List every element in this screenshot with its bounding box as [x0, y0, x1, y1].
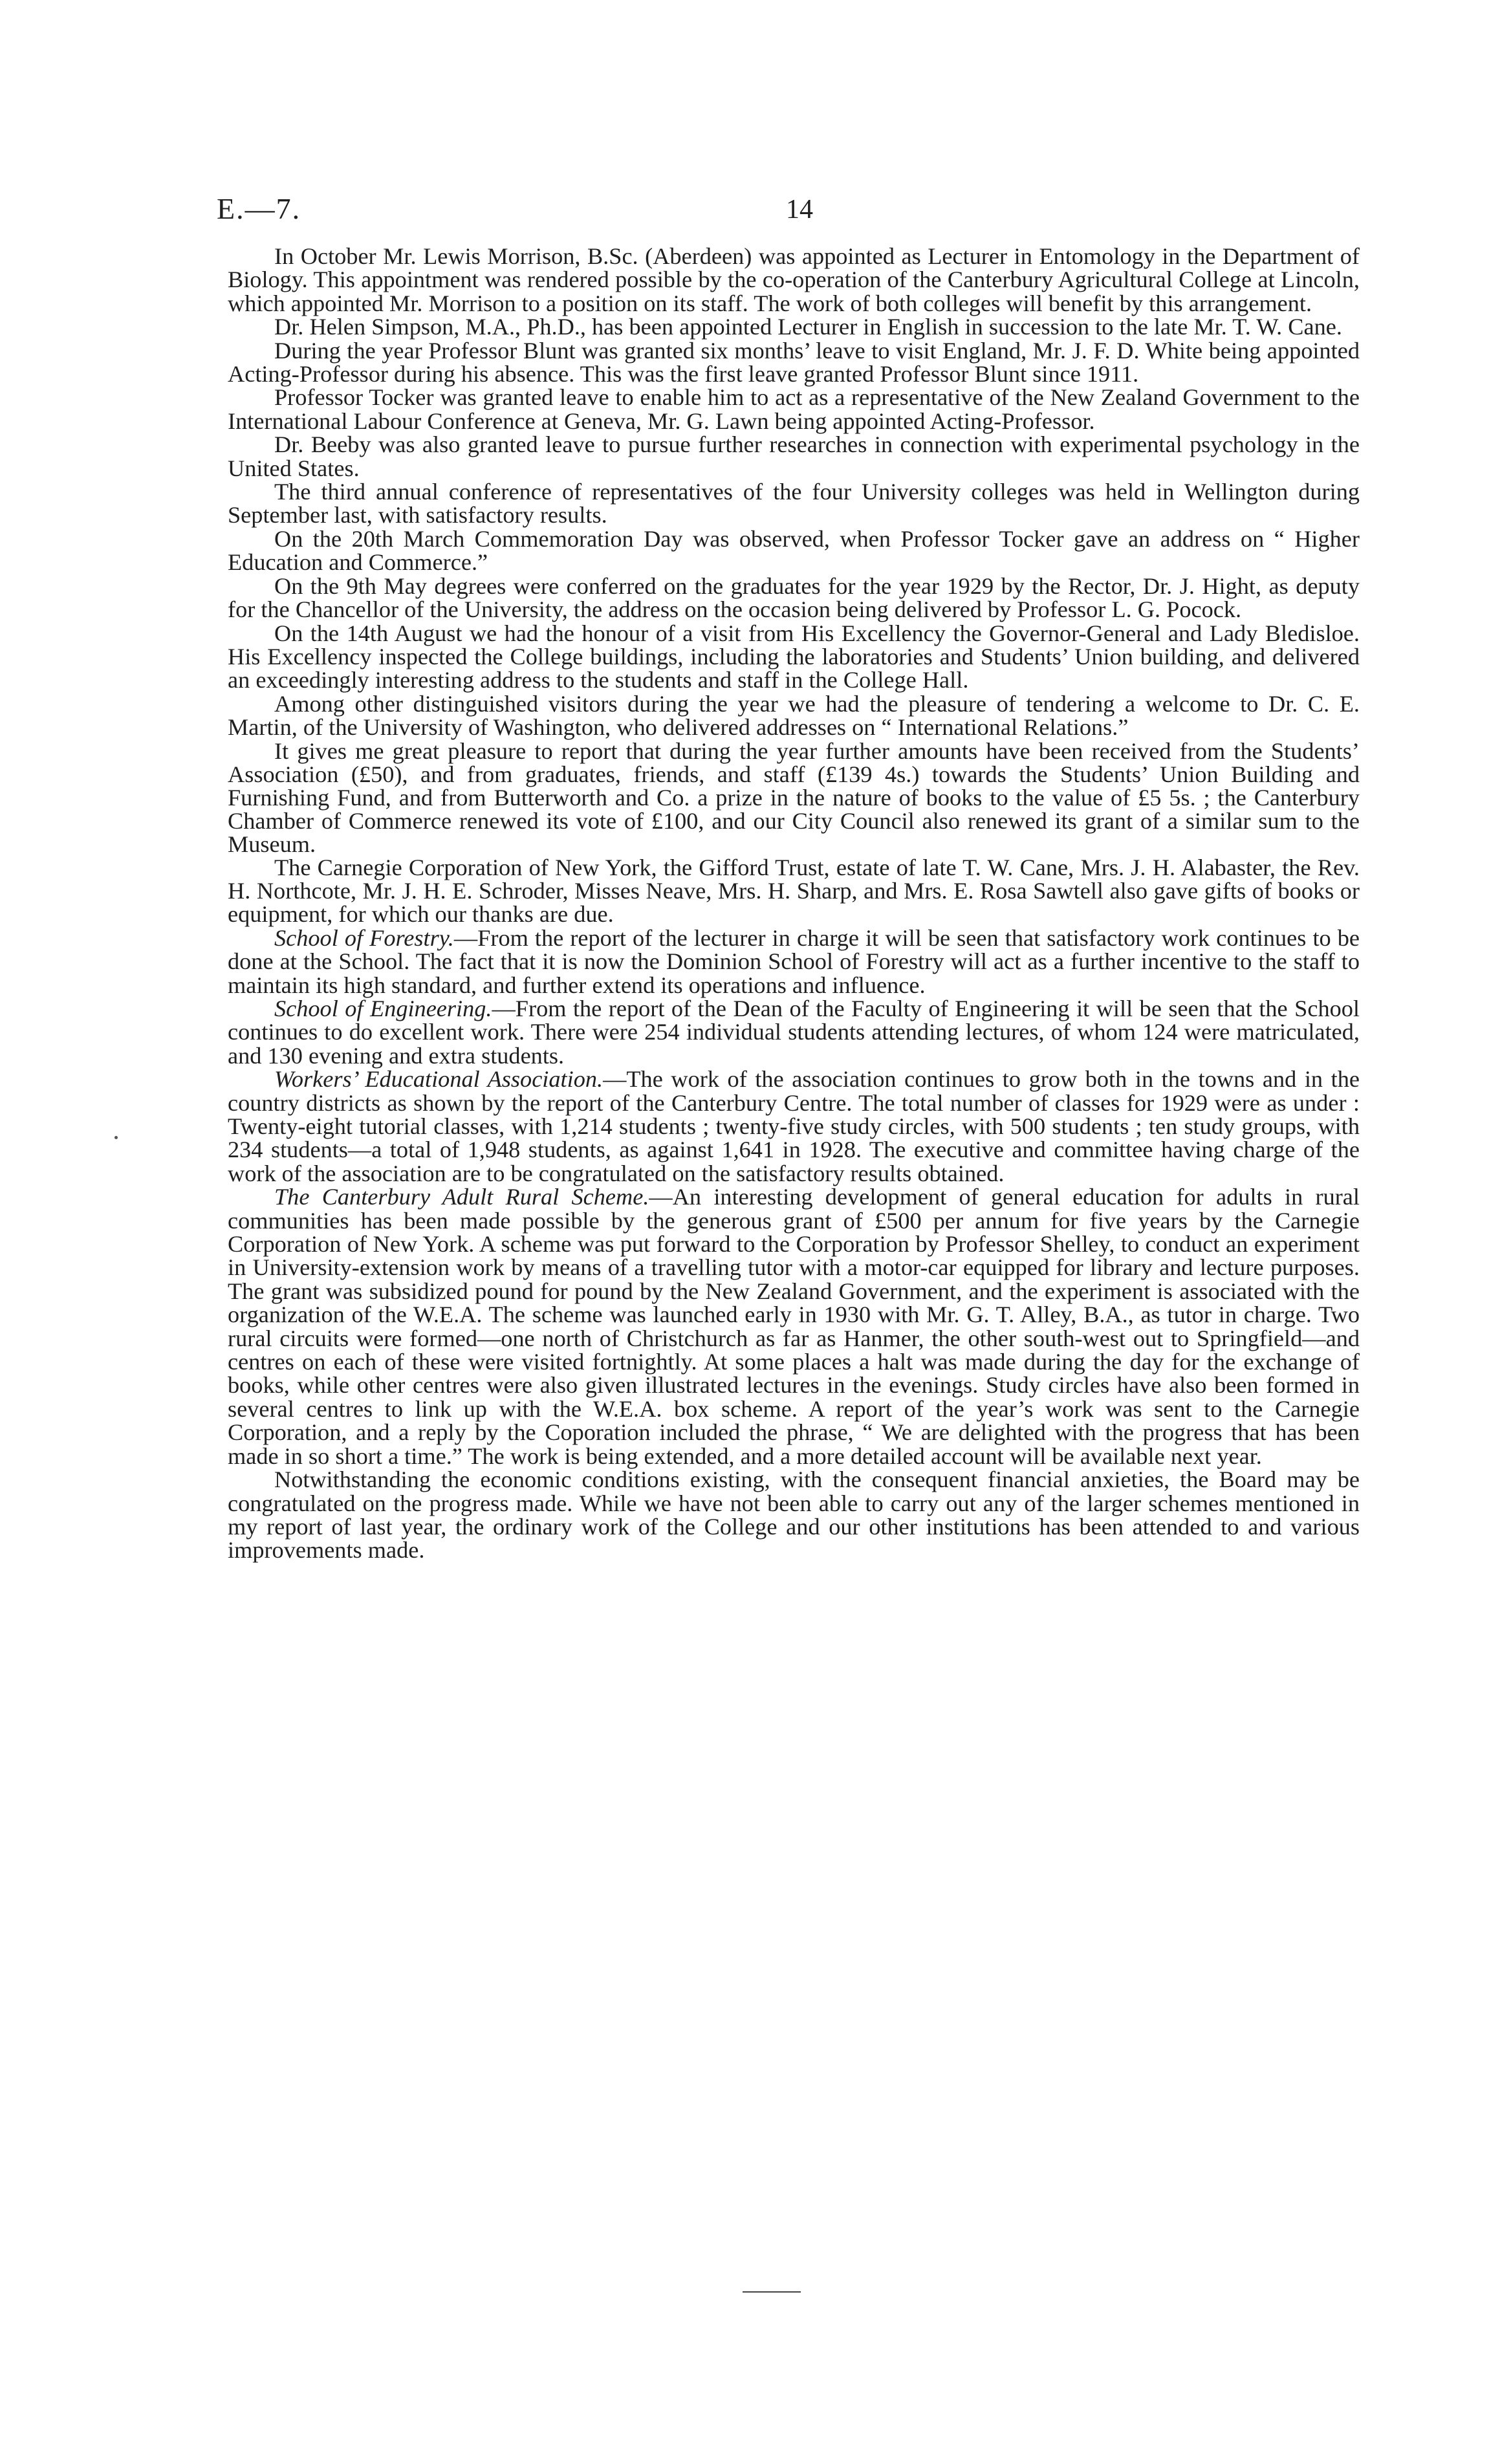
paragraph-governor-general-visit: On the 14th August we had the honour of a visit from His Excellency the Governor-General and Lady Bledisloe. His Excellency inspected the College buildings, including the laboratories and Students’ Union building, and delivered an exceedingly interesting address to the students and staff in the College Hall. [228, 620, 1360, 693]
margin-mark [114, 1136, 118, 1139]
paragraph-adult-rural-scheme: The Canterbury Adult Rural Scheme.—An interesting development of general education for adults in rural communities has been made possible by the generous grant of £500 per annum for five years by the Carnegie Corporation of New York. A scheme was put forward to the Corporation by Professor Shelley, to conduct an experiment in University-extension work by means of a travelling tutor with a motor-car equipped for library and lecture purposes. The grant was subsidized pound for pound by the New Zealand Government, and the experiment is associated with the organization of the W.E.A. The scheme was launched early in 1930 with Mr. G. T. Alley, B.A., as tutor in charge. Two rural circuits were formed—one north of Christchurch as far as Hanmer, the other south-west out to Springfield—and centres on each of these were visited fortnightly. At some places a halt was made during the day for the exchange of books, while other centres were also given illustrated lectures in the evenings. Study circles have also been formed in several centres to link up with the W.E.A. box scheme. A report of the year’s work was sent to the Carnegie Corporation, and a reply by the Coporation included the phrase, “ We are delighted with the progress that has been made in so short a time.” The work is being extended, and a more detailed account will be available next year. [228, 1184, 1360, 1469]
paragraph-school-of-engineering: School of Engineering.—From the report of the Dean of the Faculty of Engineering it will be seen that the School continues to do excellent work. There were 254 individual students attending lectures, of whom 124 were matriculated, and 130 evening and extra students. [228, 995, 1360, 1069]
paragraph-professor-blunt-leave: During the year Professor Blunt was granted six months’ leave to visit England, Mr. J. F. D. White being appointed Acting-Professor during his absence. This was the first leave granted Professor Blunt since 1911. [228, 337, 1360, 387]
paragraph-entomology-lecturer: In October Mr. Lewis Morrison, B.Sc. (Aberdeen) was appointed as Lecturer in Entomology in the Department of Biology. This appointment was rendered possible by the co-operation of the Canterbury Agricultural College at Lincoln, which appointed Mr. Morrison to a position on its staff. The work of both colleges will benefit by this arrangement. [228, 243, 1360, 316]
paragraph-school-of-forestry: School of Forestry.—From the report of the lecturer in charge it will be seen that satisfactory work continues to be done at the School. The fact that it is now the Dominion School of Forestry will act as a further incentive to the staff to maintain its high standard, and further extend its operations and influence. [228, 924, 1360, 998]
paragraph-annual-conference: The third annual conference of representatives of the four University colleges was held in Wellington during September last, with satisfactory results. [228, 479, 1360, 529]
document-reference: E.—7. [217, 192, 301, 225]
body-text [228, 245, 1360, 1562]
paragraph-wea: Workers’ Educational Association.—The work of the association continues to grow both in the towns and in the country districts as shown by the report of the Canterbury Centre. The total number of classes for 1929 were as under : Twenty-eight tutorial classes, with 1,214 students ; twenty-five study circles, with 500 students ; ten study groups, with 234 students—a total of 1,948 students, as against 1,641 in 1928. The executive and committee having charge of the work of the association are to be congratulated on the satisfactory results obtained. [228, 1066, 1360, 1186]
paragraph-dr-beeby-leave: Dr. Beeby was also granted leave to pursue further researches in connection with experimental psychology in the United States. [228, 431, 1360, 481]
closing-rule [743, 2291, 801, 2293]
paragraph-professor-tocker-leave: Professor Tocker was granted leave to enable him to act as a representative of the New Zealand Government to the International Labour Conference at Geneva, Mr. G. Lawn being appointed Acting-Professor. [228, 384, 1360, 434]
paragraph-donations: It gives me great pleasure to report that during the year further amounts have been received from the Students’ Association (£50), and from graduates, friends, and staff (£139 4s.) towards the Students’ Union Building and Furnishing Fund, and from Butterworth and Co. a prize in the nature of books to the value of £5 5s. ; the Canterbury Chamber of Commerce renewed its vote of £100, and our City Council also renewed its grant of a similar sum to the Museum. [228, 737, 1360, 857]
paragraph-distinguished-visitors: Among other distinguished visitors during the year we had the pleasure of tendering a welcome to Dr. C. E. Martin, of the University of Washington, who delivered addresses on “ International Relations.” [228, 690, 1360, 741]
paragraph-english-lecturer: Dr. Helen Simpson, M.A., Ph.D., has been appointed Lecturer in English in succession to the late Mr. T. W. Cane. [274, 314, 1342, 340]
paragraph-degrees-conferred: On the 9th May degrees were conferred on the graduates for the year 1929 by the Rector, Dr. J. Hight, as deputy for the Chancellor of the University, the address on the occasion being delivered by Professor L. G. Pocock. [228, 572, 1360, 623]
paragraph-conclusion: Notwithstanding the economic conditions existing, with the consequent financial anxieties, the Board may be congratulated on the progress made. While we have not been able to carry out any of the larger schemes mentioned in my report of last year, the ordinary work of the College and our other institutions has been attended to and various improvements made. [228, 1466, 1360, 1564]
paragraph-commemoration-day: On the 20th March Commemoration Day was observed, when Professor Tocker gave an address on “ Higher Education and Commerce.” [228, 525, 1360, 576]
page-number: 14 [786, 195, 813, 224]
paragraph-gifts: The Carnegie Corporation of New York, the Gifford Trust, estate of late T. W. Cane, Mrs. J. H. Alabaster, the Rev. H. Northcote, Mr. J. H. E. Schroder, Misses Neave, Mrs. H. Sharp, and Mrs. E. Rosa Sawtell also gave gifts of books or equipment, for which our thanks are due. [228, 854, 1360, 928]
